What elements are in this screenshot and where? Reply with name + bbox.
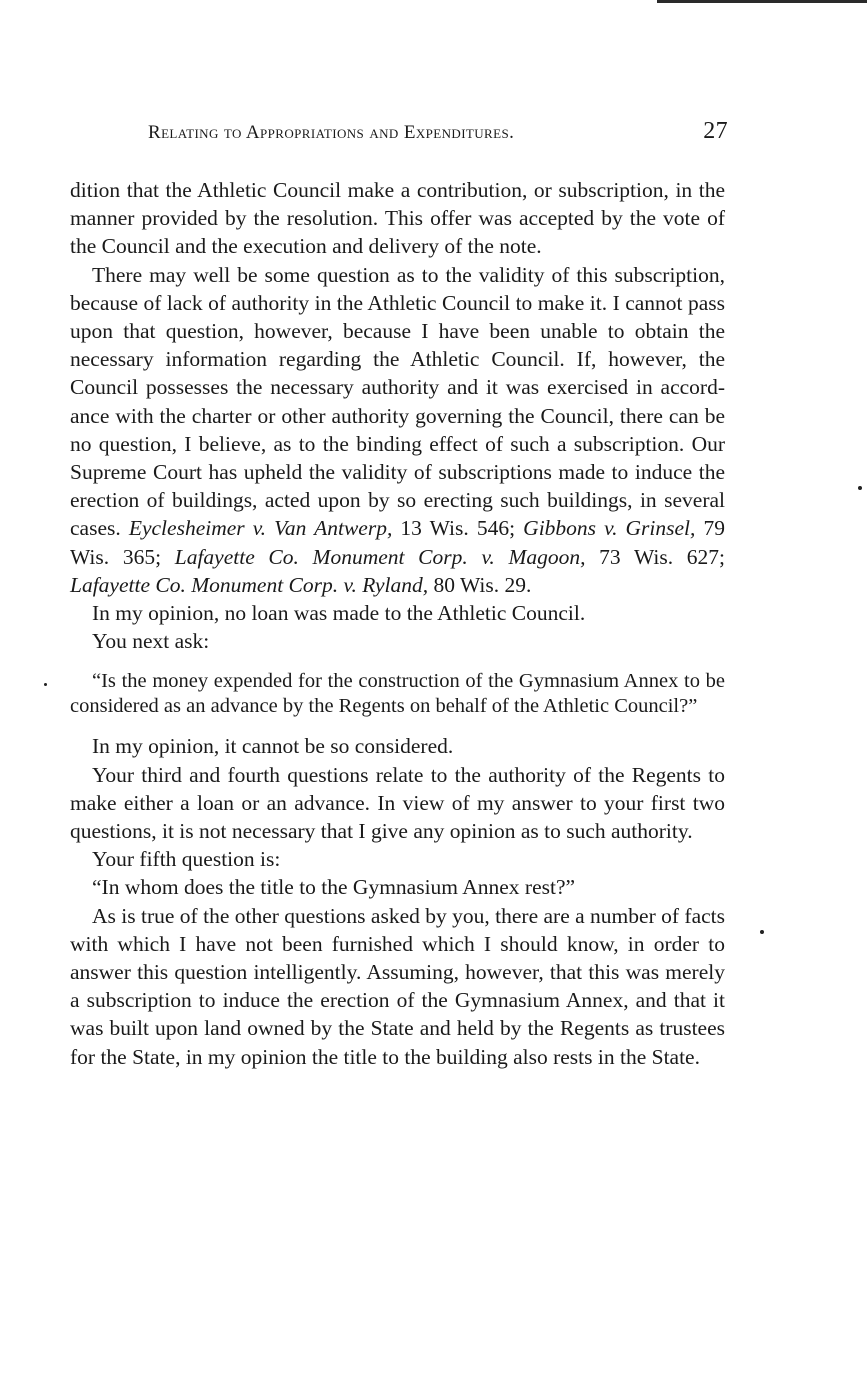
paragraph-fifth-question: Your fifth question is: [92,847,281,872]
running-head [148,118,728,150]
paragraph-third-fourth: Your third and fourth questions relate to the authority of the Regents to make either a loan or an advance. In view of my answer to your first two questions, it is not necessary that I give any opinion as to such authority. [70,762,725,844]
citation-case: Eyclesheimer v. Van Antwerp, [128,516,393,541]
page-number: 27 [703,118,728,144]
citation-case: Lafayette Co. Monument Corp. v. Magoon, [174,544,586,569]
paragraph-not-considered: In my opinion, it cannot be so considered. [92,734,454,759]
citation-ref: 13 Wis. 546; [392,516,524,541]
citation-ref: 73 Wis. 627; [585,544,725,569]
paragraph-validity-text: There may well be some question as to the validity of this subscription, because of lack of authority in the Athletic Council to make it. I cannot pass upon that question, however, because I have been unable to obtain the necessary information regarding the Athletic Council. If, however, the Council possesses the necessary authority and it was exercised in accordance with the charter or other authority governing the Council, there can be no question, I believe, as to the binding effect of such a subscription. Our Supreme Court has upheld the validity of subscriptions made to induce the erection of buildings, acted upon by so erecting such buildings, in several cases. [70,262,725,541]
top-edge-rule [657,0,867,3]
paragraph-no-loan: In my opinion, no loan was made to the Athletic Council. [92,601,586,626]
paragraph-continuation: dition that the Athletic Council make a contribution, or subscription, in the manner provided by the resolution. This offer was accepted by the vote of the Council and the execution and delivery of the note. [70,178,725,259]
scan-speck [44,683,47,686]
body-text [70,176,725,1071]
citation-ref: 79 Wis. 365; [70,516,726,569]
running-head-title: Relating to Appropriations and Expenditures. [148,122,515,143]
citation-case: Lafayette Co. Monument Corp. v. Ryland, [70,572,429,597]
paragraph-validity [70,261,725,599]
citation-ref: 80 Wis. 29. [428,572,532,597]
scan-speck [858,486,862,490]
paragraph-next-ask: You next ask: [92,629,210,654]
scan-speck [760,930,764,934]
quoted-question-title: “In whom does the title to the Gymnasium Annex rest?” [92,875,576,900]
quoted-question-advance: “Is the money expended for the construction of the Gymnasium Annex to be considered as an advance by the Regents on behalf of the Athletic Council?” [70,670,725,717]
citation-case: Gibbons v. Grinsel, [523,516,696,541]
paragraph-title-answer: As is true of the other questions asked by you, there are a number of facts with which I have not been furnished which I should know, in order to answer this question intelligently. Assuming, however, that this was merely a subscription to induce the erection of the Gymnasium Annex, and that it was built upon land owned by the State and held by the Regents as trustees for the State, in my opinion the title to the building also rests in the State. [70,903,725,1069]
